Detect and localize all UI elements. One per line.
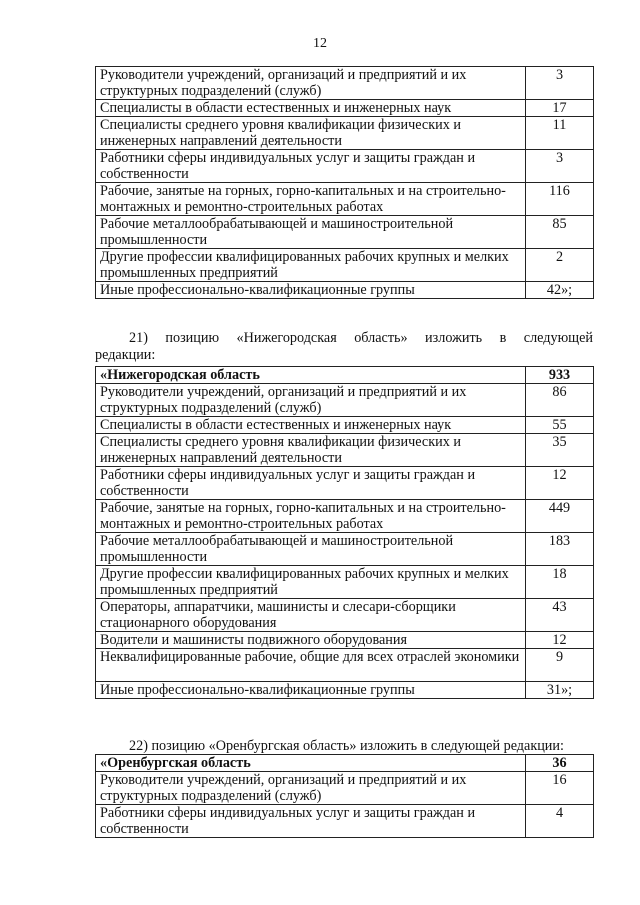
row-label: Руководители учреждений, организаций и предприятий и их структурных подразделений (служб) (96, 384, 526, 417)
table-row (96, 434, 594, 467)
row-label: Работники сферы индивидуальных услуг и защиты граждан и собственности (96, 150, 526, 183)
table-header-row (96, 367, 594, 384)
row-label: Специалисты в области естественных и инженерных наук (96, 100, 526, 117)
table-row (96, 599, 594, 632)
region-name: «Нижегородская область (96, 367, 526, 384)
row-label: Работники сферы индивидуальных услуг и защиты граждан и собственности (96, 805, 526, 838)
row-value: 12 (526, 467, 594, 500)
row-label: Водители и машинисты подвижного оборудования (96, 632, 526, 649)
table-continuation (95, 66, 594, 299)
row-value: 183 (526, 533, 594, 566)
row-value: 35 (526, 434, 594, 467)
row-label: Другие профессии квалифицированных рабочих крупных и мелких промышленных предприятий (96, 566, 526, 599)
row-value: 2 (526, 249, 594, 282)
row-value: 3 (526, 67, 594, 100)
table-row (96, 150, 594, 183)
table-nizhny-novgorod (95, 366, 594, 699)
row-value: 85 (526, 216, 594, 249)
table-row (96, 500, 594, 533)
table-row (96, 772, 594, 805)
table-row (96, 216, 594, 249)
row-value: 55 (526, 417, 594, 434)
row-label: Руководители учреждений, организаций и предприятий и их структурных подразделений (служб) (96, 772, 526, 805)
row-label: Работники сферы индивидуальных услуг и защиты граждан и собственности (96, 467, 526, 500)
region-name: «Оренбургская область (96, 755, 526, 772)
region-total: 933 (526, 367, 594, 384)
row-value: 449 (526, 500, 594, 533)
row-label: Неквалифицированные рабочие, общие для всех отраслей экономики (96, 649, 526, 682)
table-row (96, 117, 594, 150)
table-row (96, 417, 594, 434)
row-value: 11 (526, 117, 594, 150)
row-value: 4 (526, 805, 594, 838)
row-label: Иные профессионально-квалификационные группы (96, 282, 526, 299)
table-row (96, 467, 594, 500)
row-label: Специалисты среднего уровня квалификации физических и инженерных направлений деятельности (96, 434, 526, 467)
paragraph-21: 21) позицию «Нижегородская область» изложить в следующей редакции: (95, 330, 593, 363)
row-value: 43 (526, 599, 594, 632)
table-row (96, 682, 594, 699)
row-label: Специалисты в области естественных и инженерных наук (96, 417, 526, 434)
row-value: 3 (526, 150, 594, 183)
row-label: Специалисты среднего уровня квалификации физических и инженерных направлений деятельности (96, 117, 526, 150)
row-value: 12 (526, 632, 594, 649)
table-row (96, 282, 594, 299)
table-row (96, 67, 594, 100)
table-orenburg (95, 754, 594, 838)
row-value: 116 (526, 183, 594, 216)
row-value: 86 (526, 384, 594, 417)
row-value: 42»; (526, 282, 594, 299)
row-label: Руководители учреждений, организаций и предприятий и их структурных подразделений (служб) (96, 67, 526, 100)
table-row (96, 100, 594, 117)
row-value: 17 (526, 100, 594, 117)
region-total: 36 (526, 755, 594, 772)
row-label: Другие профессии квалифицированных рабочих крупных и мелких промышленных предприятий (96, 249, 526, 282)
table-row (96, 632, 594, 649)
row-label: Операторы, аппаратчики, машинисты и слесари-сборщики стационарного оборудования (96, 599, 526, 632)
table-row (96, 183, 594, 216)
table-row (96, 533, 594, 566)
row-label: Рабочие металлообрабатывающей и машиностроительной промышленности (96, 533, 526, 566)
row-label: Рабочие, занятые на горных, горно-капитальных и на строительно-монтажных и ремонтно-строительных работах (96, 500, 526, 533)
row-label: Иные профессионально-квалификационные группы (96, 682, 526, 699)
row-label: Рабочие металлообрабатывающей и машиностроительной промышленности (96, 216, 526, 249)
row-value: 16 (526, 772, 594, 805)
page-number: 12 (313, 36, 327, 51)
table-row (96, 566, 594, 599)
paragraph-22: 22) позицию «Оренбургская область» изложить в следующей редакции: (129, 738, 564, 754)
table-row (96, 805, 594, 838)
row-value: 18 (526, 566, 594, 599)
row-value: 9 (526, 649, 594, 682)
table-row (96, 384, 594, 417)
table-row (96, 249, 594, 282)
table-header-row (96, 755, 594, 772)
table-row (96, 649, 594, 682)
row-value: 31»; (526, 682, 594, 699)
row-label: Рабочие, занятые на горных, горно-капитальных и на строительно-монтажных и ремонтно-строительных работах (96, 183, 526, 216)
